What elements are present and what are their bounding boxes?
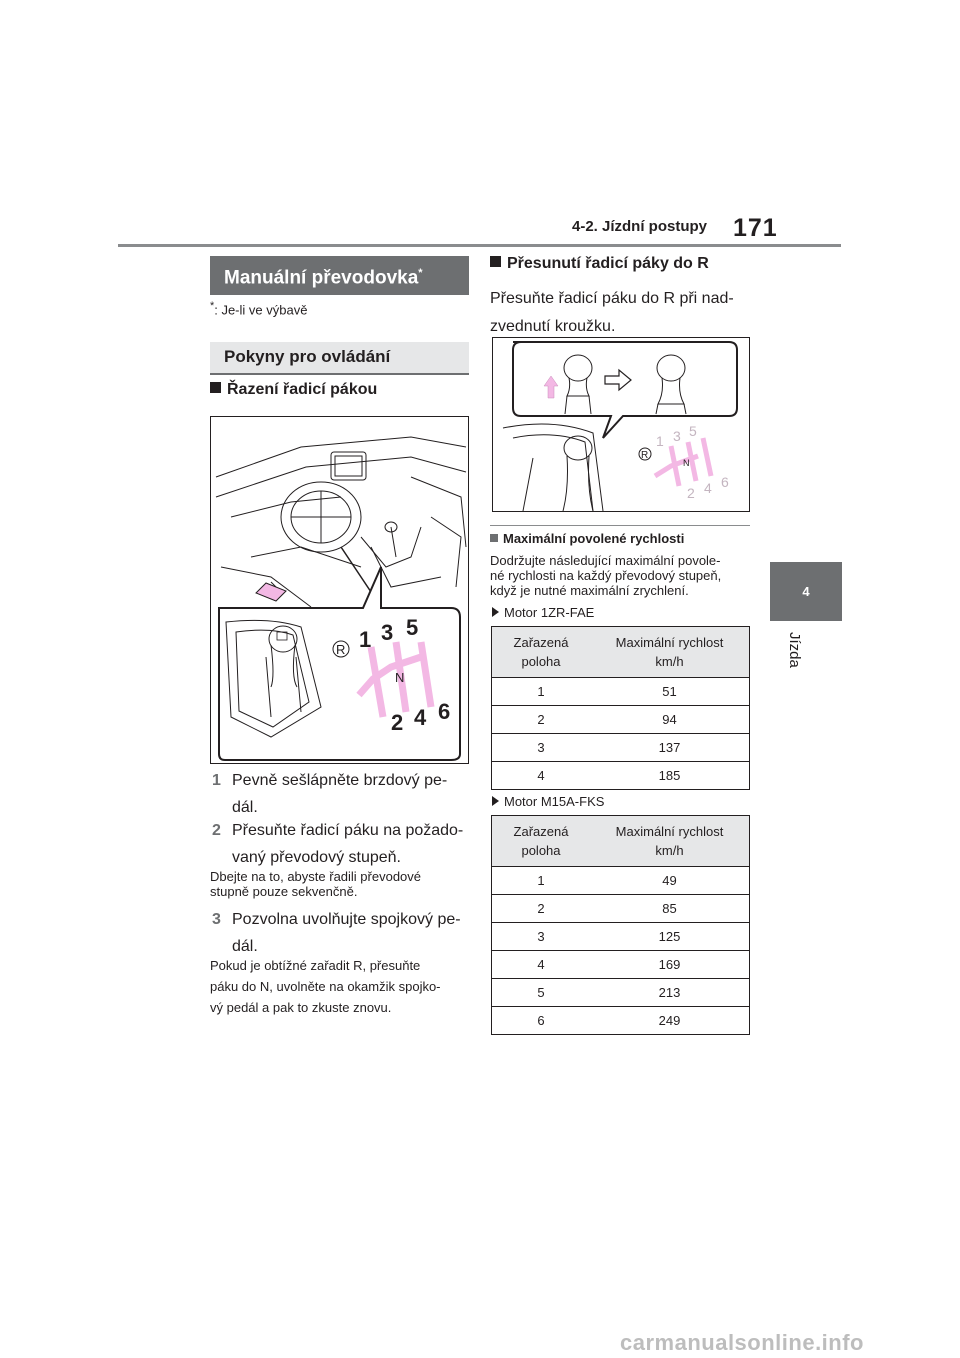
page-number: 171 [733, 214, 778, 242]
max-speed-text [490, 553, 754, 598]
table-cell: 4 [492, 951, 591, 979]
table-cell: 49 [590, 867, 750, 895]
step-2-line-1: Přesuňte řadicí páku na požado- [232, 822, 464, 839]
table-header-row [492, 816, 750, 867]
gear-label-4: 4 [414, 705, 427, 730]
note-reverse [210, 955, 472, 1018]
gear-label-r6: 6 [721, 474, 729, 490]
table-cell: 4 [492, 762, 591, 790]
reverse-label: R [336, 642, 346, 657]
max-speed-text-line-1: Dodržujte následující maximální povole- [490, 553, 721, 568]
gear-label-r1: 1 [656, 433, 664, 449]
divider [490, 525, 750, 526]
gear-label-6: 6 [438, 699, 451, 724]
table-row [492, 951, 750, 979]
neutral-label-r: N [683, 458, 690, 468]
step-3-line-2: dál. [232, 938, 258, 955]
column-header-position: Zařazená poloha [492, 627, 591, 678]
speed-table-2 [491, 815, 750, 1035]
table-row [492, 923, 750, 951]
step-3 [212, 906, 474, 960]
table-row [492, 678, 750, 706]
reverse-topic-text: Přesunutí řadicí páky do R [507, 255, 709, 272]
max-speed-text-line-2: né rychlosti na každý převodový stupeň, [490, 568, 722, 583]
table-row [492, 734, 750, 762]
max-speed-heading [490, 531, 684, 546]
step-1 [212, 767, 474, 821]
gear-label-2: 2 [391, 710, 404, 735]
table-cell: 125 [590, 923, 750, 951]
table-cell: 249 [590, 1007, 750, 1035]
step-1-line-2: dál. [232, 799, 258, 816]
watermark[interactable]: carmanualsonline.info [620, 1330, 864, 1355]
section-title: 4-2. Jízdní postupy [572, 218, 708, 235]
table-row [492, 1007, 750, 1035]
max-speed-heading-text: Maximální povolené rychlosti [503, 531, 685, 546]
step-1-number: 1 [212, 772, 221, 789]
note-sequential [210, 869, 472, 899]
reverse-shift-illustration [492, 337, 750, 512]
table-row [492, 979, 750, 1007]
table-row [492, 762, 750, 790]
gear-label-3: 3 [381, 620, 394, 645]
footnote-mark: * [210, 300, 215, 312]
step-2 [212, 817, 474, 871]
table-cell: 5 [492, 979, 591, 1007]
gear-label-r4: 4 [704, 480, 712, 496]
topic-heading [210, 381, 377, 399]
step-3-number: 3 [212, 911, 221, 928]
table-cell: 3 [492, 734, 591, 762]
step-1-line-1: Pevně sešlápněte brzdový pe- [232, 772, 448, 789]
column-header-max-speed: Maximální rychlost km/h [590, 816, 750, 867]
table-cell: 1 [492, 867, 591, 895]
table-row [492, 867, 750, 895]
header-rule [118, 244, 841, 247]
footnote-text: : Je-li ve výbavě [214, 302, 308, 318]
reverse-instructions-line-1: Přesuňte řadicí páku do R při nad- [490, 290, 734, 307]
note-sequential-line-1: Dbejte na to, abyste řadili převodové [210, 869, 422, 884]
reverse-instructions-line-2: zvednutí kroužku. [490, 318, 616, 335]
table-cell: 169 [590, 951, 750, 979]
cabin-drawing [211, 417, 468, 763]
reverse-drawing [493, 338, 749, 511]
section-title-text: Manuální převodovka [224, 267, 419, 289]
table-cell: 185 [590, 762, 750, 790]
section-title-bar [210, 256, 469, 295]
reverse-topic-heading [490, 255, 709, 273]
speed-table-1 [491, 626, 750, 790]
table-cell: 137 [590, 734, 750, 762]
table-cell: 85 [590, 895, 750, 923]
gear-label-1: 1 [359, 627, 372, 652]
max-speed-text-line-3: když je nutné maximální zrychlení. [490, 583, 689, 598]
gear-shift-illustration [210, 416, 469, 764]
reverse-instructions [490, 285, 752, 341]
table-cell: 3 [492, 923, 591, 951]
note-reverse-line-1: Pokud je obtížné zařadit R, přesuňte [210, 958, 421, 973]
small-square-bullet-icon [490, 534, 498, 542]
note-sequential-line-2: stupně pouze sekvenčně. [210, 884, 358, 899]
table-cell: 6 [492, 1007, 591, 1035]
engine-2-text: Motor M15A-FKS [504, 794, 605, 809]
square-bullet-icon [210, 382, 221, 393]
table-row [492, 895, 750, 923]
triangle-bullet-icon [492, 607, 499, 617]
table-header-row [492, 627, 750, 678]
subheading-text: Pokyny pro ovládání [224, 347, 391, 366]
step-2-line-2: vaný převodový stupeň. [232, 849, 401, 866]
subheading-bar [210, 342, 469, 375]
gear-label-r3: 3 [673, 428, 681, 444]
table-cell: 213 [590, 979, 750, 1007]
column-header-position: Zařazená poloha [492, 816, 591, 867]
note-reverse-line-3: vý pedál a pak to zkuste znovu. [210, 1000, 392, 1015]
gear-label-r2: 2 [687, 485, 695, 501]
triangle-bullet-icon [492, 796, 499, 806]
clutch-arrow-icon [256, 583, 286, 601]
chapter-tab-number: 4 [802, 584, 810, 599]
engine-1-text: Motor 1ZR-FAE [504, 605, 595, 620]
footnote [210, 300, 307, 317]
gear-label-5: 5 [406, 615, 419, 640]
engine-1-label [492, 605, 594, 620]
column-header-max-speed: Maximální rychlost km/h [590, 627, 750, 678]
table-cell: 1 [492, 678, 591, 706]
chapter-tab-label: Jízda [786, 632, 803, 668]
step-3-line-1: Pozvolna uvolňujte spojkový pe- [232, 911, 461, 928]
table-row [492, 706, 750, 734]
table-cell: 94 [590, 706, 750, 734]
table-cell: 2 [492, 706, 591, 734]
table-cell: 51 [590, 678, 750, 706]
engine-2-label [492, 794, 604, 809]
square-bullet-icon [490, 256, 501, 267]
reverse-label-r: R [641, 450, 649, 461]
neutral-label: N [395, 670, 405, 685]
step-2-number: 2 [212, 822, 221, 839]
table-cell: 2 [492, 895, 591, 923]
note-reverse-line-2: páku do N, uvolněte na okamžik spojko- [210, 979, 441, 994]
title-asterisk: * [418, 267, 423, 279]
topic-heading-text: Řazení řadicí pákou [227, 381, 378, 398]
gear-label-r5: 5 [689, 423, 697, 439]
